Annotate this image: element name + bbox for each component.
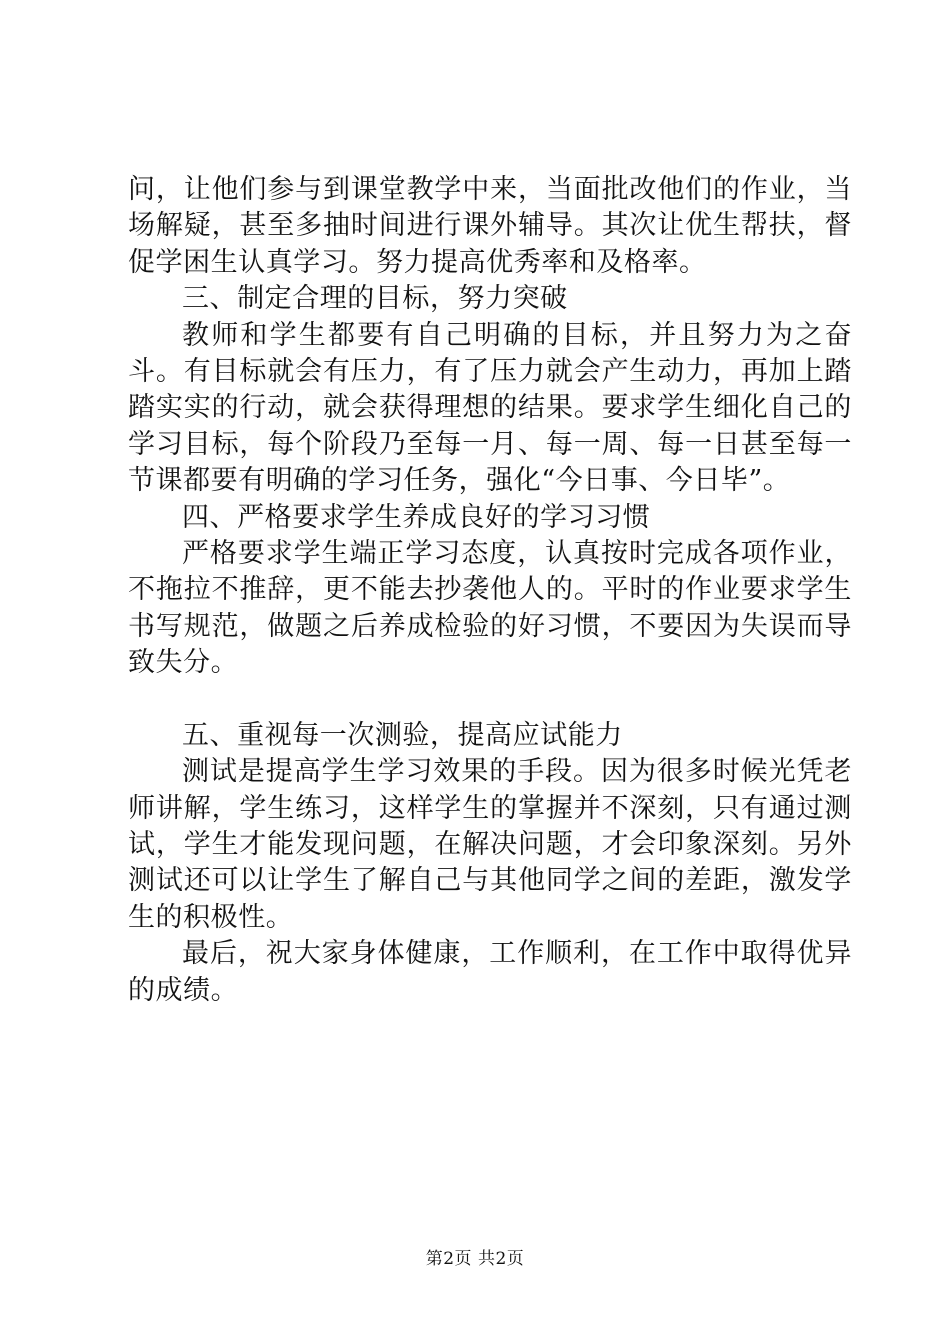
paragraph-tests: 测试是提高学生学习效果的手段。因为很多时候光凭老师讲解，学生练习，这样学生的掌握并不深刻，只有通过测试，学生才能发现问题，在解决问题，才会印象深刻。另外测试还可以让学生了解自己与其他同学之间的差距，激发学生的积极性。 xyxy=(128,756,852,933)
section-heading-3: 三、制定合理的目标，努力突破 xyxy=(182,283,568,315)
section-heading-4: 四、严格要求学生养成良好的学习习惯 xyxy=(182,501,651,533)
paragraph-spacer xyxy=(128,682,852,718)
page-number-footer: 第2页 共2页 xyxy=(425,1249,525,1269)
paragraph-closing: 最后，祝大家身体健康，工作顺利，在工作中取得优异的成绩。 xyxy=(128,938,852,1006)
paragraph-continuation: 问，让他们参与到课堂教学中来，当面批改他们的作业，当场解疑，甚至多抽时间进行课外辅导。其次让优生帮扶，督促学困生认真学习。努力提高优秀率和及格率。 xyxy=(128,174,852,278)
section-heading-5: 五、重视每一次测验，提高应试能力 xyxy=(182,719,623,751)
paragraph-habits: 严格要求学生端正学习态度，认真按时完成各项作业，不拖拉不推辞，更不能去抄袭他人的。平时的作业要求学生书写规范，做题之后养成检验的好习惯，不要因为失误而导致失分。 xyxy=(128,538,852,679)
document-body xyxy=(128,172,852,1009)
paragraph-goals: 教师和学生都要有自己明确的目标，并且努力为之奋斗。有目标就会有压力，有了压力就会产生动力，再加上踏踏实实的行动，就会获得理想的结果。要求学生细化自己的学习目标，每个阶段乃至每一月、每一周、每一日甚至每一节课都要有明确的学习任务，强化“今日事、今日毕”。 xyxy=(128,319,852,497)
